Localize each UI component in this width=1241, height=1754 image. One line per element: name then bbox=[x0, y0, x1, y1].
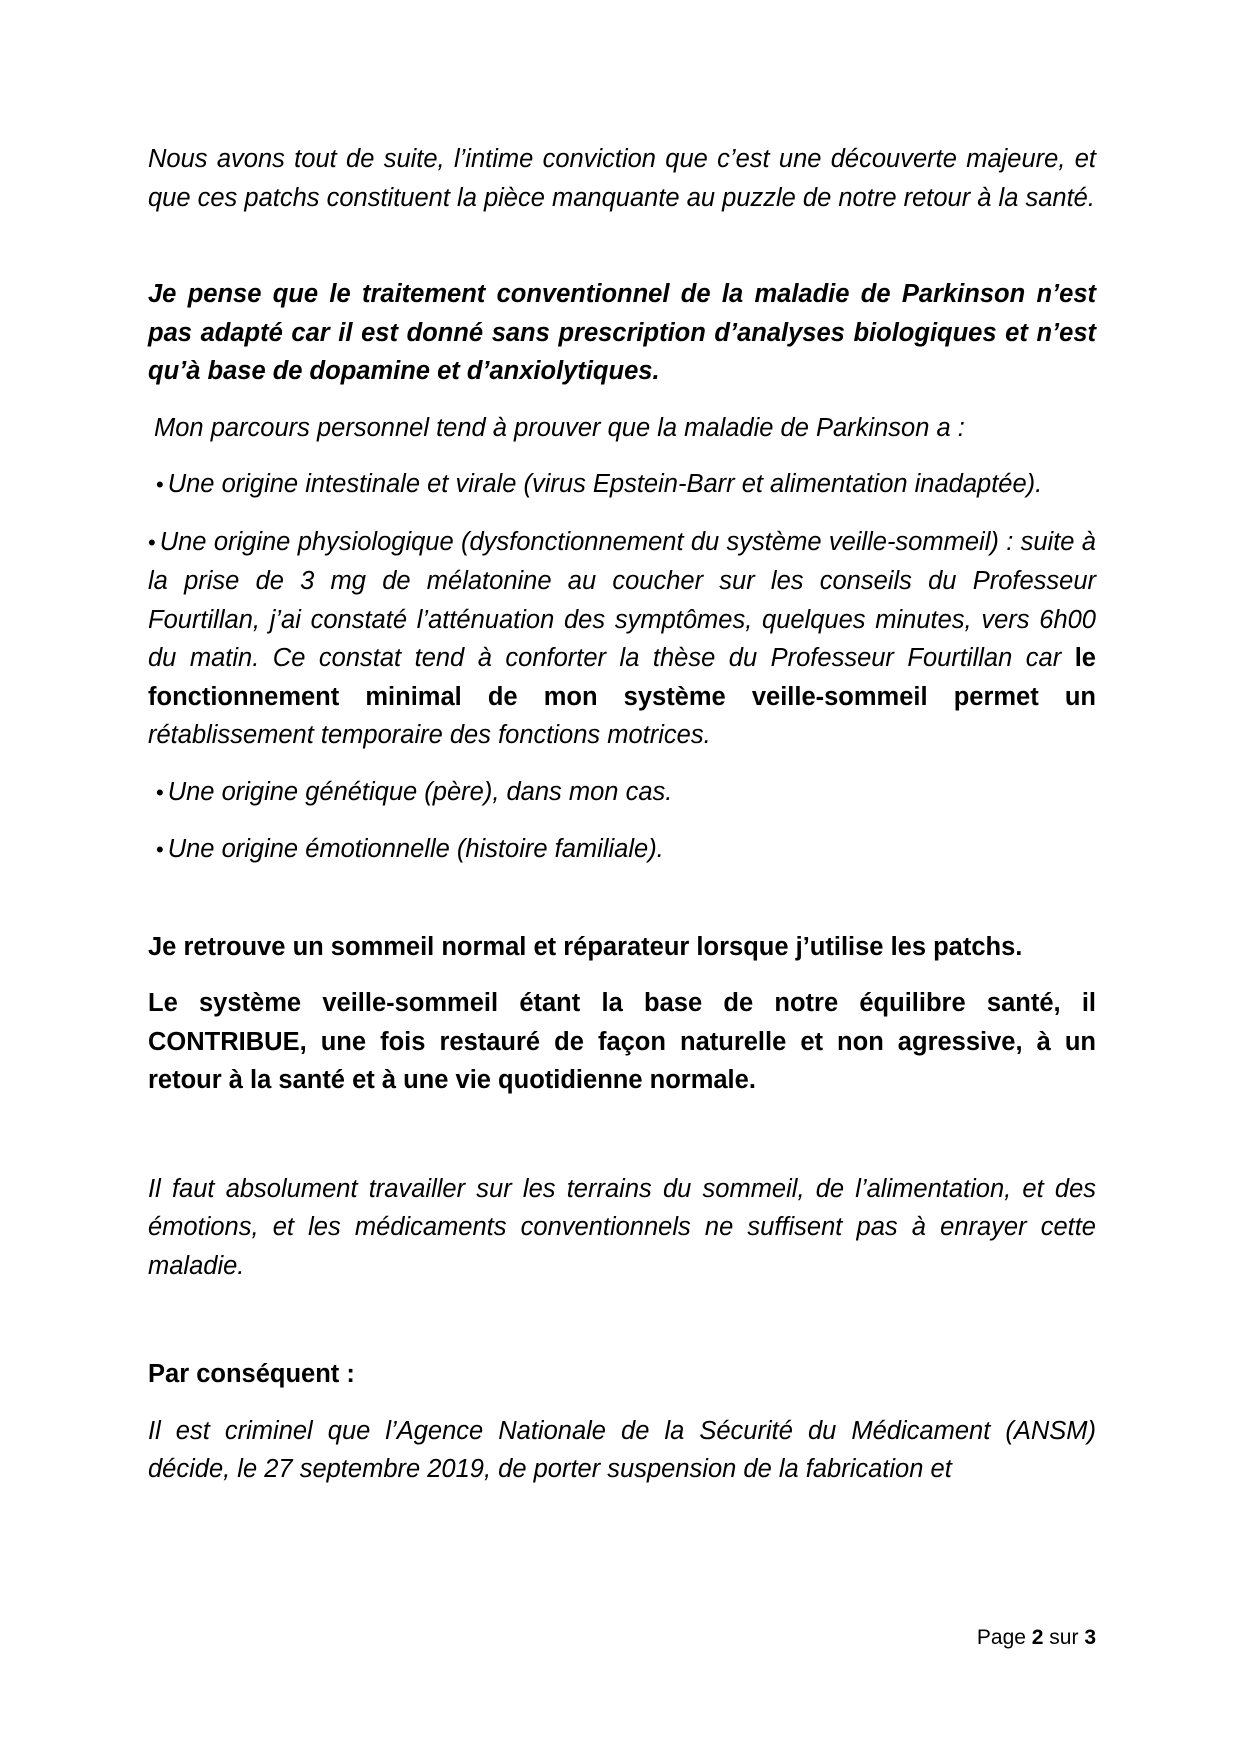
heading-consequently: Par conséquent : bbox=[148, 1360, 355, 1388]
bullet-intestinal-origin: • Une origine intestinale et virale (virus Epstein-Barr et alimentation inadaptée). bbox=[156, 470, 1043, 498]
paragraph-work-on-terrain: Il faut absolument travailler sur les terrains du sommeil, de l’alimentation, et des émotions, et les médicaments conventionnels ne suffisent pas à enrayer cette maladie. bbox=[148, 1174, 1096, 1280]
document-body bbox=[148, 140, 1096, 1489]
paragraph-ansm-decision: Il est criminel que l’Agence Nationale de la Sécurité du Médicament (ANSM) décide, le 27 septembre 2019, de porter suspension de la fabrication et bbox=[148, 1416, 1096, 1483]
page-number: Page 2 sur 3 bbox=[976, 1626, 1096, 1649]
emphasis-minimal-functioning: le fonctionnement minimal de mon système veille-sommeil permet un bbox=[148, 644, 1096, 711]
paragraph-normal-sleep: Je retrouve un sommeil normal et réparateur lorsque j’utilise les patchs. bbox=[148, 932, 1023, 961]
bullet-genetic-origin: • Une origine génétique (père), dans mon cas. bbox=[156, 777, 673, 806]
paragraph-sleep-system: Le système veille-sommeil étant la base de notre équilibre santé, il CONTRIBUE, une fois restauré de façon naturelle et non agressive, à un retour à la santé et à une vie quotidienne normale. bbox=[148, 989, 1096, 1094]
bullet-icon: • bbox=[156, 472, 164, 497]
bullet-emotional-origin: • Une origine émotionnelle (histoire familiale). bbox=[156, 835, 664, 863]
paragraph-discovery: Nous avons tout de suite, l’intime conviction que c’est une découverte majeure, et que ces patchs constituent la pièce manquante au puzzle de notre retour à la santé. bbox=[148, 145, 1096, 212]
bullet-icon: • bbox=[156, 779, 164, 805]
bullet-physiological-origin: • Une origine physiologique (dysfonctionnement du système veille-sommeil) : suite à la prise de 3 mg de mélatonine au coucher sur les conseils du Professeur Fourtillan, j’ai constaté l’atténuation des symptômes, quelques minutes, vers 6h00 du matin. Ce constat tend à conforter la thèse du Professeur Fourtillan car le fonctionnement minimal de mon système veille-sommeil permet un rétablissement temporaire des fonctions motrices. bbox=[148, 527, 1096, 749]
paragraph-conventional-treatment: Je pense que le traitement conventionnel de la maladie de Parkinson n’est pas adapté car il est donné sans prescription d’analyses biologiques et n’est qu’à base de dopamine et d’anxiolytiques. bbox=[148, 280, 1096, 385]
bullet-icon: • bbox=[148, 529, 156, 555]
bullet-icon: • bbox=[156, 837, 164, 862]
paragraph-personal-journey: Mon parcours personnel tend à prouver que la maladie de Parkinson a : bbox=[154, 413, 965, 442]
